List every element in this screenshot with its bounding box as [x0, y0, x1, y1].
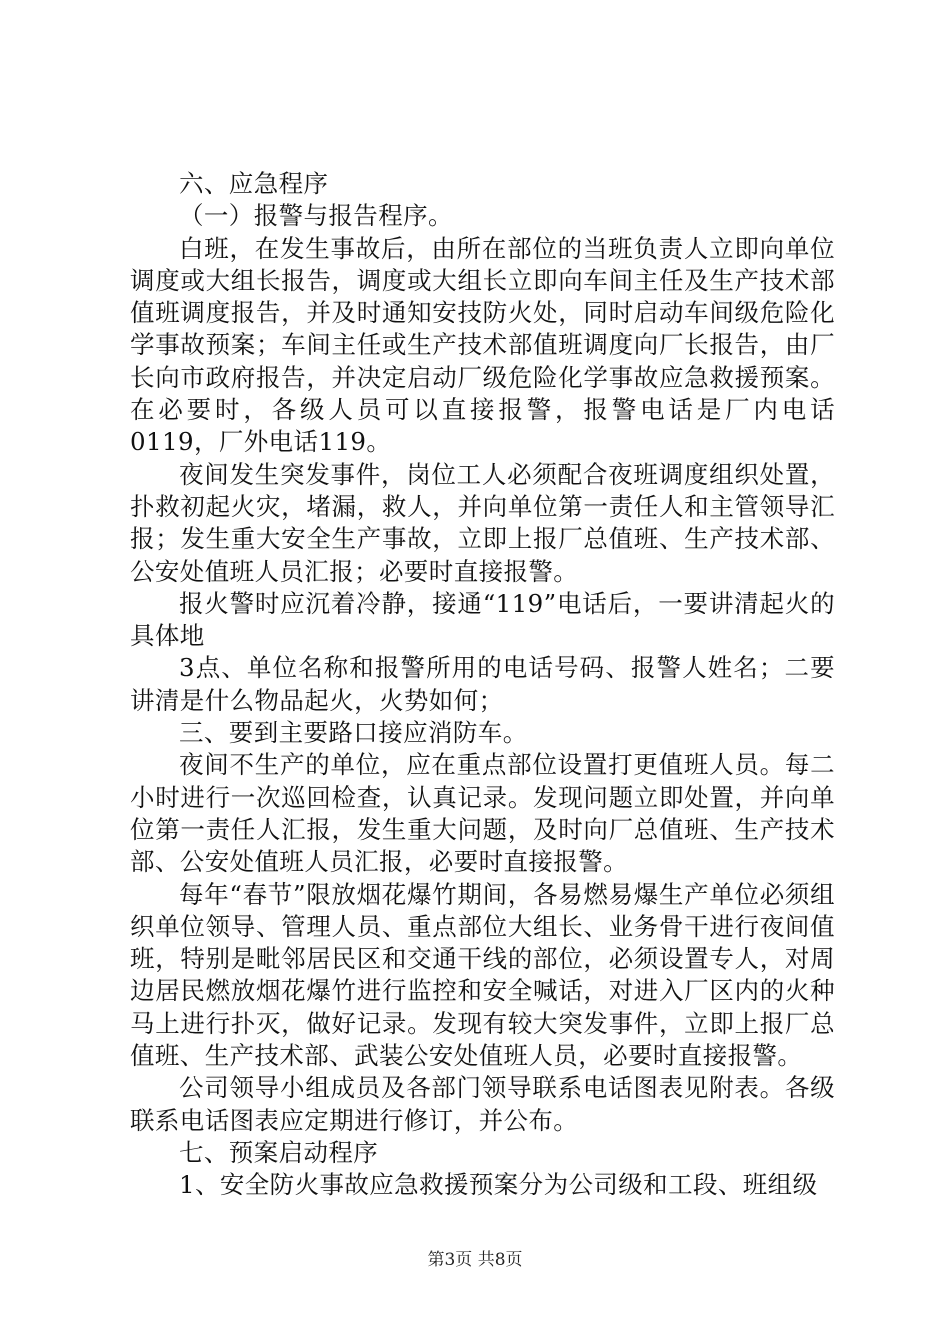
subsection-heading-1: （一）报警与报告程序。 — [179, 201, 453, 231]
paragraph-fire-alarm: 报火警时应沉着冷静，接通“119”电话后，一要讲清起火的具体地 — [130, 588, 835, 651]
paragraph-night-incident: 夜间发生突发事件，岗位工人必须配合夜班调度组织处置，扑救初起火灾，堵漏，救人，并向单位第一责任人和主管领导汇报；发生重大安全生产事故，立即上报厂总值班、生产技术部、公安处值班人员汇报；必要时直接报警。 — [130, 459, 835, 586]
paragraph-fire-truck: 三、要到主要路口接应消防车。 — [179, 718, 528, 748]
paragraph-night-patrol: 夜间不生产的单位，应在重点部位设置打更值班人员。每二小时进行一次巡回检查，认真记录。发现问题立即处置，并向单位第一责任人汇报，发生重大问题，及时向厂总值班、生产技术部、公安处值班人员汇报，必要时直接报警。 — [130, 750, 835, 877]
section-heading-6: 六、应急程序 — [179, 169, 329, 198]
section-heading-7: 七、预案启动程序 — [179, 1137, 379, 1167]
page-number-footer: 第3页 共8页 — [427, 1250, 523, 1270]
document-body — [130, 168, 835, 1202]
paragraph-plan-levels: 1、安全防火事故应急救援预案分为公司级和工段、班组级 — [179, 1170, 818, 1200]
paragraph-alarm-details: 3点、单位名称和报警所用的电话号码、报警人姓名；二要讲清是什么物品起火，火势如何； — [130, 653, 835, 715]
paragraph-contact-chart: 公司领导小组成员及各部门领导联系电话图表见附表。各级联系电话图表应定期进行修订，并公布。 — [130, 1073, 835, 1135]
paragraph-spring-festival: 每年“春节”限放烟花爆竹期间，各易燃易爆生产单位必须组织单位领导、管理人员、重点部位大组长、业务骨干进行夜间值班，特别是毗邻居民区和交通干线的部位，必须设置专人，对周边居民燃放烟花爆竹进行监控和安全喊话，对进入厂区内的火种马上进行扑灭，做好记录。发现有较大突发事件，立即上报厂总值班、生产技术部、武装公安处值班人员，必要时直接报警。 — [130, 879, 835, 1071]
paragraph-day-shift: 白班，在发生事故后，由所在部位的当班负责人立即向单位调度或大组长报告，调度或大组长立即向车间主任及生产技术部值班调度报告，并及时通知安技防火处，同时启动车间级危险化学事故预案；车间主任或生产技术部值班调度向厂长报告，由厂长向市政府报告，并决定启动厂级危险化学事故应急救援预案。在必要时，各级人员可以直接报警，报警电话是厂内电话0119，厂外电话119。 — [130, 233, 835, 457]
